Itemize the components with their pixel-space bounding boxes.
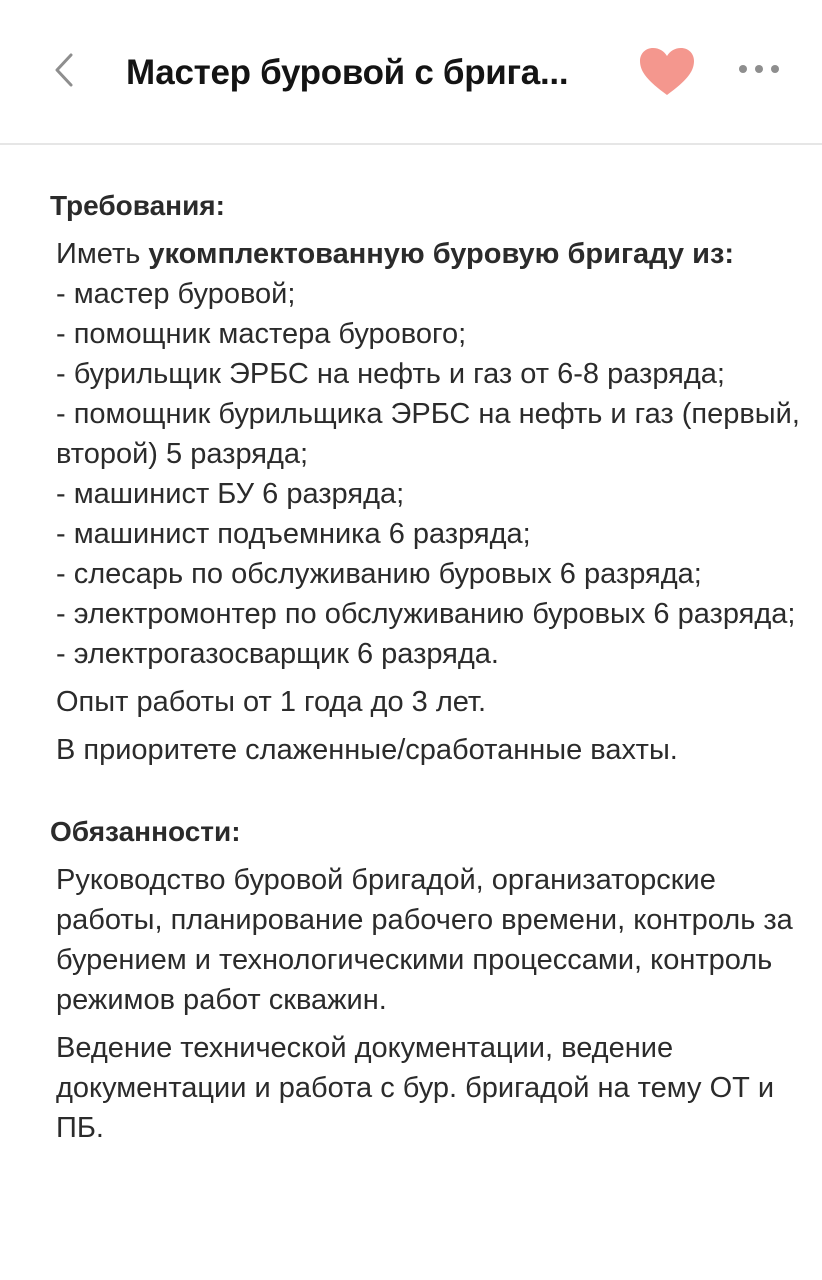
duties-paragraph: Руководство буровой бригадой, организаторские работы, планирование рабочего времени, контроль за бурением и технологическими процессами, контроль режимов работ скважин. bbox=[56, 864, 793, 1016]
more-button[interactable] bbox=[734, 54, 784, 84]
heart-icon bbox=[638, 46, 696, 98]
list-item: - электрогазосварщик 6 разряда. bbox=[56, 638, 499, 670]
duties-heading: Обязанности: bbox=[50, 816, 241, 847]
experience-text: Опыт работы от 1 года до 3 лет. bbox=[56, 686, 487, 718]
more-horizontal-icon bbox=[737, 63, 781, 75]
vacancy-description bbox=[50, 186, 800, 1148]
list-item: - мастер буровой; bbox=[56, 278, 296, 310]
requirements-intro-prefix: Иметь bbox=[56, 238, 149, 270]
list-item: - машинист подъемника 6 разряда; bbox=[56, 518, 531, 550]
list-item: - помощник мастера бурового; bbox=[56, 318, 467, 350]
team-composition-list bbox=[50, 274, 800, 674]
back-button[interactable] bbox=[44, 50, 84, 90]
priority-text: В приоритете слаженные/сработанные вахты. bbox=[56, 734, 678, 766]
requirements-intro-bold: укомплектованную буровую бригаду из: bbox=[148, 238, 735, 270]
like-button[interactable] bbox=[638, 46, 696, 98]
list-item: - бурильщик ЭРБС на нефть и газ от 6-8 разряда; bbox=[56, 358, 725, 390]
list-item: - машинист БУ 6 разряда; bbox=[56, 478, 405, 510]
list-item: - электромонтер по обслуживанию буровых 6 разряда; bbox=[56, 598, 796, 630]
list-item: - помощник бурильщика ЭРБС на нефть и газ (первый, второй) 5 разряда; bbox=[56, 398, 800, 470]
chevron-left-icon bbox=[53, 52, 75, 88]
requirements-intro bbox=[50, 234, 800, 274]
list-item: - слесарь по обслуживанию буровых 6 разряда; bbox=[56, 558, 702, 590]
top-bar bbox=[0, 0, 822, 145]
duties-paragraph: Ведение технической документации, ведение документации и работа с бур. бригадой на тему ОТ и ПБ. bbox=[56, 1032, 775, 1144]
duties-section bbox=[50, 812, 800, 1148]
requirements-section bbox=[50, 186, 800, 770]
page-title: Мастер буровой с брига... bbox=[126, 53, 569, 92]
requirements-heading: Требования: bbox=[50, 190, 225, 221]
